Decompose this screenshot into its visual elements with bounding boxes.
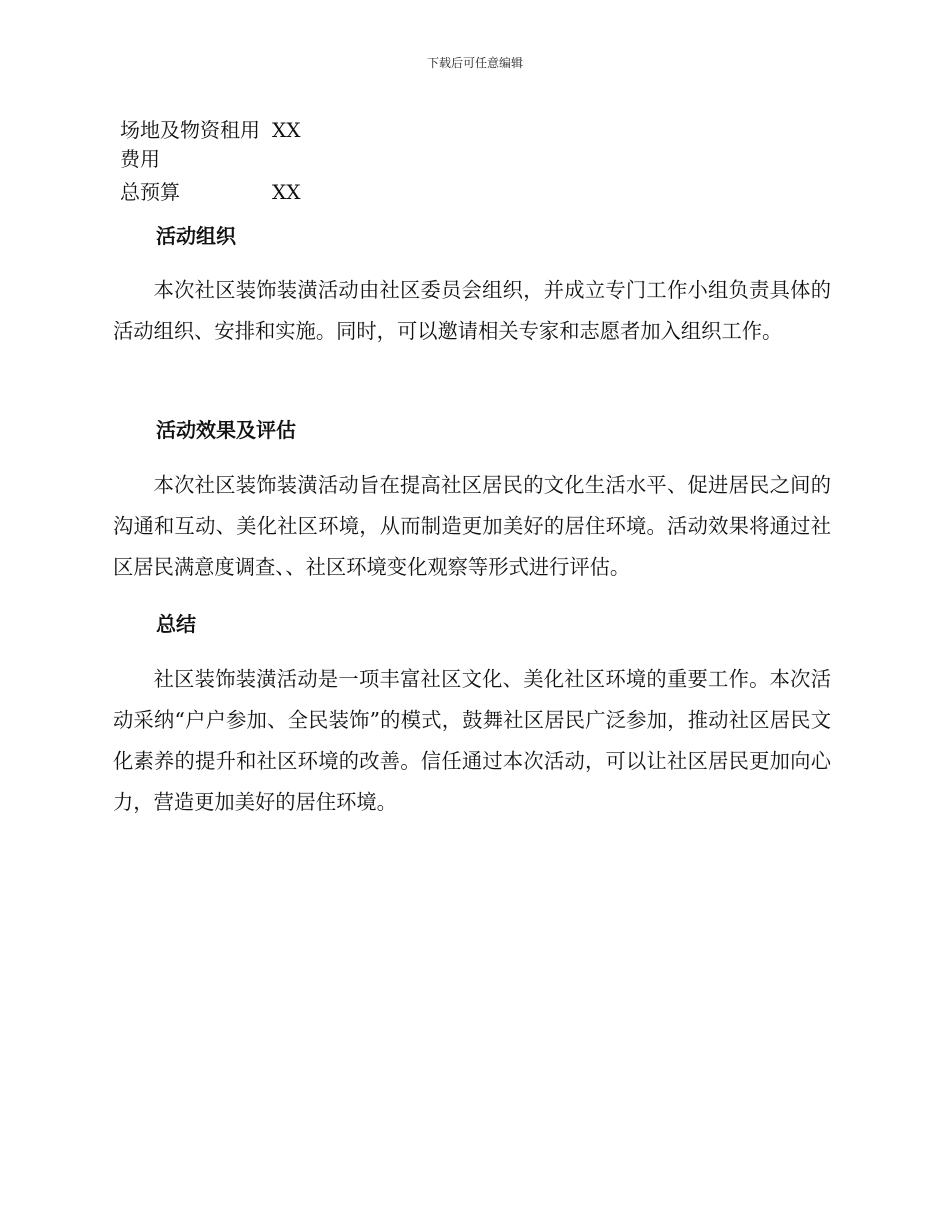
table-row <box>120 116 380 174</box>
budget-item-label: 总预算 <box>120 180 180 204</box>
section-body-evaluation: 本次社区装饰装潢活动旨在提高社区居民的文化生活水平、促进居民之间的沟通和互动、美化社区环境，从而制造更加美好的居住环境。活动效果将通过社区居民满意度调查、、社区环境变化观察等形式进行评估。 <box>113 473 831 579</box>
budget-item-label: 场地及物资租用费用 <box>120 118 260 171</box>
header-note: 下载后可任意编辑 <box>426 56 523 70</box>
section-heading-summary: 总结 <box>156 612 196 636</box>
section-body-summary: 社区装饰装潢活动是一项丰富社区文化、美化社区环境的重要工作。本次活动采纳“户户参加、全民装饰”的模式，鼓舞社区居民广泛参加，推动社区居民文化素养的提升和社区环境的改善。信任通过本次活动，可以让社区居民更加向心力，营造更加美好的居住环境。 <box>113 667 831 814</box>
table-row <box>120 174 380 207</box>
budget-item-value: XX <box>272 180 301 204</box>
budget-table <box>120 116 380 207</box>
section-heading-organization: 活动组织 <box>156 224 236 248</box>
budget-item-value: XX <box>272 118 301 142</box>
section-body-organization: 本次社区装饰装潢活动由社区委员会组织，并成立专门工作小组负责具体的活动组织、安排和实施。同时，可以邀请相关专家和志愿者加入组织工作。 <box>113 278 831 343</box>
section-heading-evaluation: 活动效果及评估 <box>156 418 296 442</box>
